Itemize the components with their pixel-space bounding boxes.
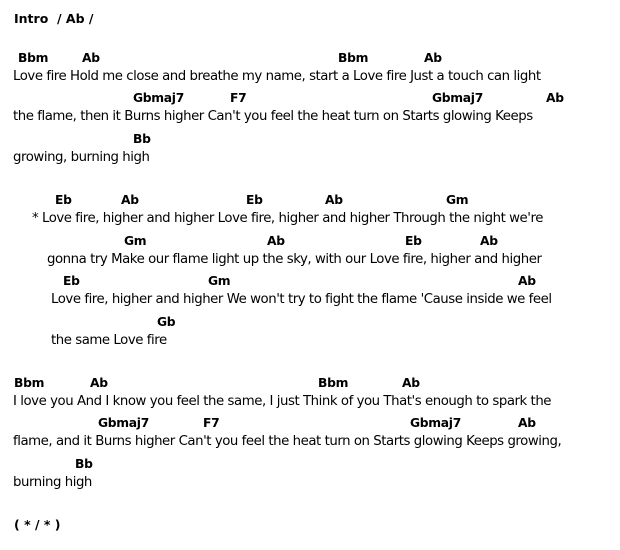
chord: Bbm — [14, 376, 45, 390]
chord: Bb — [133, 132, 151, 146]
lyric-line: the same Love fire — [51, 333, 167, 348]
lyric-line: growing, burning high — [13, 150, 150, 165]
chord: Eb — [246, 193, 263, 207]
chord: Bb — [75, 457, 93, 471]
chord: Eb — [55, 193, 72, 207]
chord: Bbm — [338, 51, 369, 65]
chord: Ab — [546, 91, 564, 105]
chord: Bbm — [318, 376, 349, 390]
intro-label: Intro — [14, 11, 49, 26]
chord: Gb — [157, 315, 176, 329]
chord: Ab — [121, 193, 139, 207]
chord: Ab — [518, 274, 536, 288]
chord: Ab — [325, 193, 343, 207]
chord: Gbmaj7 — [410, 416, 461, 430]
chord: F7 — [230, 91, 247, 105]
chord: Eb — [63, 274, 80, 288]
intro-line — [14, 11, 93, 27]
chord: Bbm — [18, 51, 49, 65]
lyric-line: the flame, then it Burns higher Can't you feel the heat turn on Starts glowing Keeps — [13, 109, 533, 124]
lyric-line: flame, and it Burns higher Can't you feel the heat turn on Starts glowing Keeps growing, — [13, 434, 562, 449]
lyric-line: I love you And I know you feel the same, I just Think of you That's enough to spark the — [13, 394, 552, 409]
chord: F7 — [203, 416, 220, 430]
lyric-line: gonna try Make our flame light up the sky, with our Love fire, higher and higher — [47, 252, 542, 267]
chord: Ab — [402, 376, 420, 390]
outro-line: ( * / * ) — [14, 517, 61, 532]
intro-chords: / Ab / — [57, 11, 94, 26]
chord: Gbmaj7 — [98, 416, 149, 430]
chord: Ab — [518, 416, 536, 430]
chord: Ab — [90, 376, 108, 390]
chord: Eb — [405, 234, 422, 248]
chord: Gm — [124, 234, 147, 248]
chord: Ab — [267, 234, 285, 248]
lyric-line: burning high — [13, 475, 92, 490]
chord: Gm — [208, 274, 231, 288]
lyric-line: Love fire Hold me close and breathe my name, start a Love fire Just a touch can light — [13, 69, 541, 84]
chord: Ab — [424, 51, 442, 65]
chord: Ab — [480, 234, 498, 248]
chord: Gbmaj7 — [432, 91, 483, 105]
chord: Gbmaj7 — [133, 91, 184, 105]
lyric-line: Love fire, higher and higher We won't try to fight the flame 'Cause inside we feel — [51, 292, 552, 307]
chord: Ab — [82, 51, 100, 65]
chord: Gm — [446, 193, 469, 207]
lyric-line: * Love fire, higher and higher Love fire, higher and higher Through the night we're — [32, 211, 543, 226]
